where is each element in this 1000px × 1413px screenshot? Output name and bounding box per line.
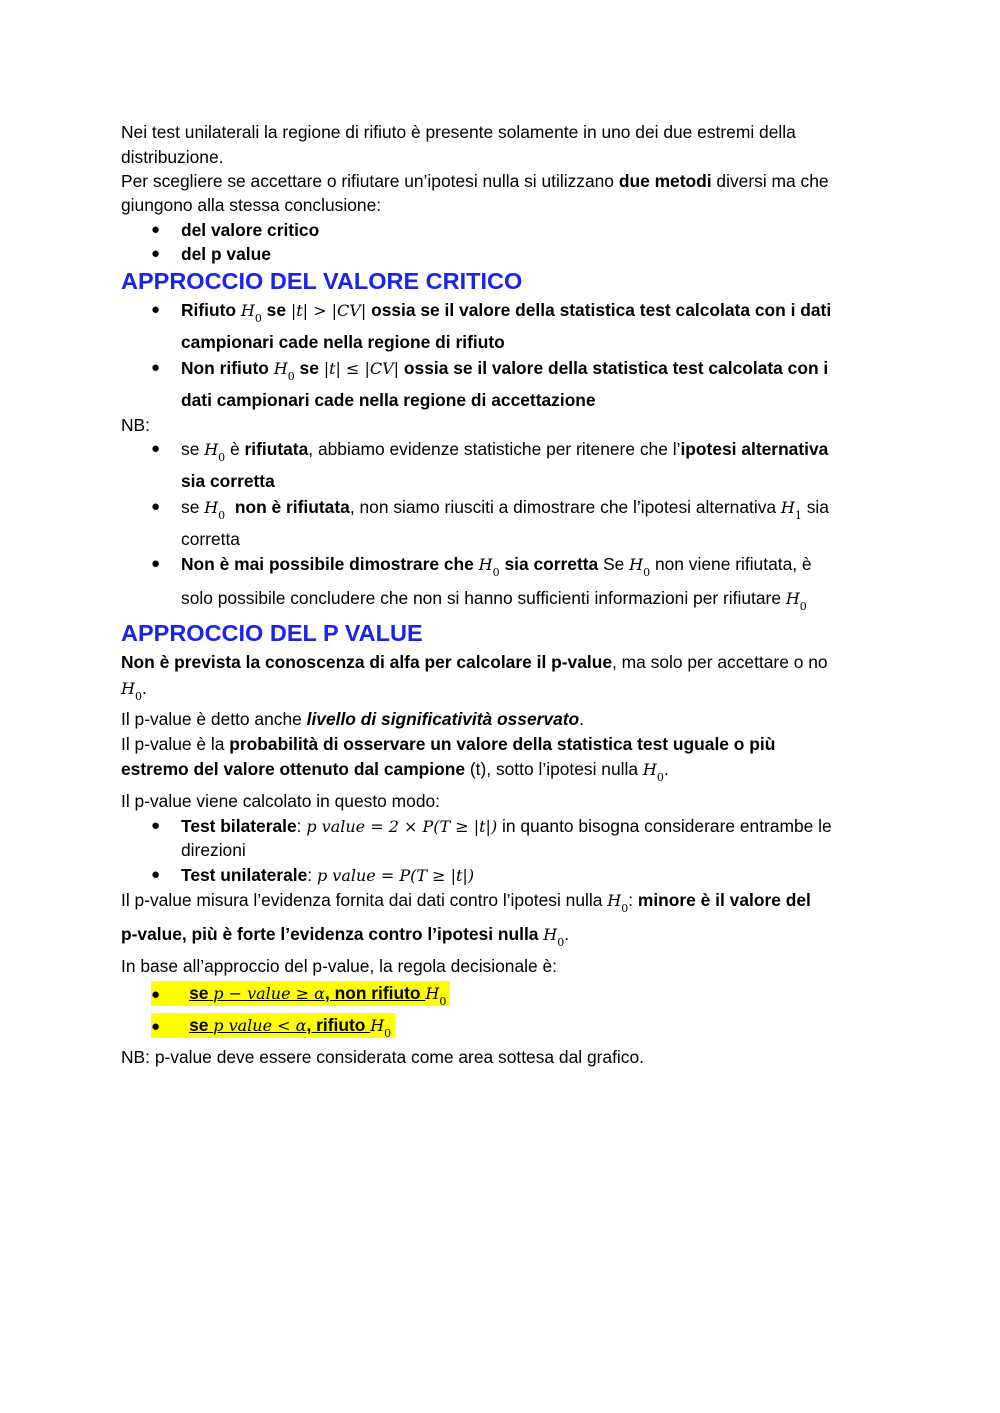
pvalue-para-2: Il p-value è detto anche livello di significatività osservato. bbox=[121, 709, 585, 729]
reject-rule: Rifiuto $H_0$ se |t| > |CV| ossia se il valore della statistica test calcolata con i dati bbox=[181, 300, 832, 325]
intro-line-4: giungono alla stessa conclusione: bbox=[121, 195, 382, 215]
note-not-rejected-cont: corretta bbox=[181, 529, 240, 549]
method-item: del valore critico bbox=[181, 220, 320, 240]
intro-line-3: Per scegliere se accettare o rifiutare un’ipotesi nulla si utilizzano due metodi diversi ma che bbox=[121, 171, 829, 191]
intro-line-2: distribuzione. bbox=[121, 147, 224, 167]
reject-rule-cont: campionari cade nella regione di rifiuto bbox=[181, 332, 505, 352]
rule-not-reject: ● se p − value ≥ α, non rifiuto $H_0$ bbox=[151, 981, 450, 1014]
rule-reject: ● se p value < α, rifiuto $H_0$ bbox=[151, 1013, 395, 1046]
bullet-icon: ● bbox=[151, 221, 161, 238]
not-reject-rule: Non rifiuto $H_0$ se |t| ≤ |CV| ossia se il valore della statistica test calcolata con i bbox=[181, 358, 829, 383]
pvalue-nb: NB: p-value deve essere considerata come area sottesa dal grafico. bbox=[121, 1047, 644, 1067]
pvalue-para-3: Il p-value è la probabilità di osservare un valore della statistica test uguale o più bbox=[121, 734, 776, 754]
note-rejected-cont: sia corretta bbox=[181, 471, 275, 491]
test-unilateral: Test unilaterale: p value = P(T ≥ |t|) bbox=[181, 865, 475, 885]
nb-label: NB: bbox=[121, 415, 150, 435]
note-rejected: se $H_0$ è rifiutata, abbiamo evidenze statistiche per ritenere che l’ipotesi alternativa bbox=[181, 439, 829, 464]
note-never-prove: Non è mai possibile dimostrare che $H_0$ sia corretta Se $H_0$ non viene rifiutata, è bbox=[181, 554, 812, 579]
pvalue-heading: APPROCCIO DEL P VALUE bbox=[121, 620, 423, 646]
pvalue-para-1-cont: $H_0$. bbox=[121, 678, 147, 703]
critical-heading: APPROCCIO DEL VALORE CRITICO bbox=[121, 268, 523, 294]
bullet-icon: ● bbox=[151, 440, 161, 457]
bullet-icon: ● bbox=[151, 359, 161, 376]
bullet-icon: ● bbox=[151, 555, 161, 572]
not-reject-rule-cont: dati campionari cade nella regione di accettazione bbox=[181, 390, 596, 410]
intro-line-1: Nei test unilaterali la regione di rifiuto è presente solamente in uno dei due estremi della bbox=[121, 122, 796, 142]
bullet-icon: ● bbox=[151, 301, 161, 318]
pvalue-para-5: Il p-value misura l’evidenza fornita dai dati contro l’ipotesi nulla $H_0$: minore è il valore del bbox=[121, 890, 811, 915]
pvalue-para-5-cont: p-value, più è forte l’evidenza contro l’ipotesi nulla $H_0$. bbox=[121, 924, 570, 949]
test-bilateral: Test bilaterale: p value = 2 × P(T ≥ |t|) in quanto bisogna considerare entrambe le bbox=[181, 816, 832, 836]
pvalue-para-4: Il p-value viene calcolato in questo modo: bbox=[121, 791, 441, 811]
method-item: del p value bbox=[181, 244, 271, 264]
bullet-icon: ● bbox=[151, 245, 161, 262]
test-bilateral-cont: direzioni bbox=[181, 840, 246, 860]
pvalue-para-6: In base all’approccio del p-value, la regola decisionale è: bbox=[121, 956, 558, 976]
bullet-icon: ● bbox=[151, 498, 161, 515]
bullet-icon: ● bbox=[151, 866, 161, 883]
pvalue-para-3-cont: estremo del valore ottenuto dal campione (t), sotto l’ipotesi nulla $H_0$. bbox=[121, 759, 669, 784]
pvalue-para-1: Non è prevista la conoscenza di alfa per calcolare il p-value, ma solo per accettare o no bbox=[121, 652, 828, 672]
note-not-rejected: se $H_0$ non è rifiutata, non siamo riusciti a dimostrare che l’ipotesi alternativa $H_1$ sia bbox=[181, 497, 829, 522]
note-never-prove-cont: solo possibile concludere che non si hanno sufficienti informazioni per rifiutare $H_0$ bbox=[181, 588, 807, 613]
bullet-icon: ● bbox=[151, 817, 161, 834]
